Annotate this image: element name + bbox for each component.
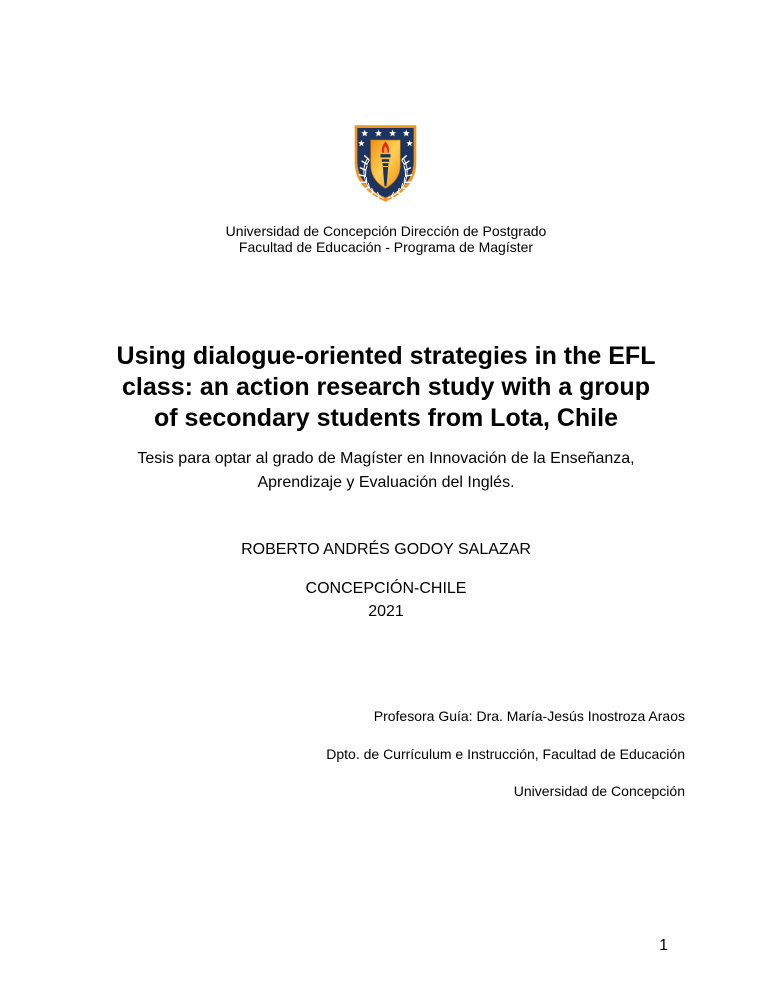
title-line-3: of secondary students from Lota, Chile <box>154 404 618 432</box>
university-line: Universidad de Concepción <box>513 783 685 799</box>
place-year-block <box>0 577 772 623</box>
university-crest-icon <box>352 123 419 204</box>
year: 2021 <box>368 603 404 620</box>
credits-block <box>91 698 685 811</box>
subtitle-line-1: Tesis para optar al grado de Magíster en Innovación de la Enseñanza, <box>137 450 635 467</box>
institution-line-2: Facultad de Educación - Programa de Magíster <box>238 238 534 255</box>
author-name: ROBERTO ANDRÉS GODOY SALAZAR <box>241 541 531 558</box>
subtitle-line-2: Aprendizaje y Evaluación del Inglés. <box>257 474 515 491</box>
thesis-title <box>80 341 692 434</box>
page-number: 1 <box>659 937 668 954</box>
institution-line-1: Universidad de Concepción Dirección de Postgrado <box>225 223 547 239</box>
location: CONCEPCIÓN-CHILE <box>305 580 467 597</box>
thesis-subtitle <box>80 447 692 495</box>
department-line: Dpto. de Currículum e Instrucción, Facultad de Educación <box>326 745 685 762</box>
title-line-1: Using dialogue-oriented strategies in the EFL <box>116 342 656 370</box>
title-line-2: class: an action research study with a group <box>122 373 650 401</box>
institution-header <box>0 224 772 255</box>
advisor-line: Profesora Guía: Dra. María-Jesús Inostroza Araos <box>373 708 685 724</box>
